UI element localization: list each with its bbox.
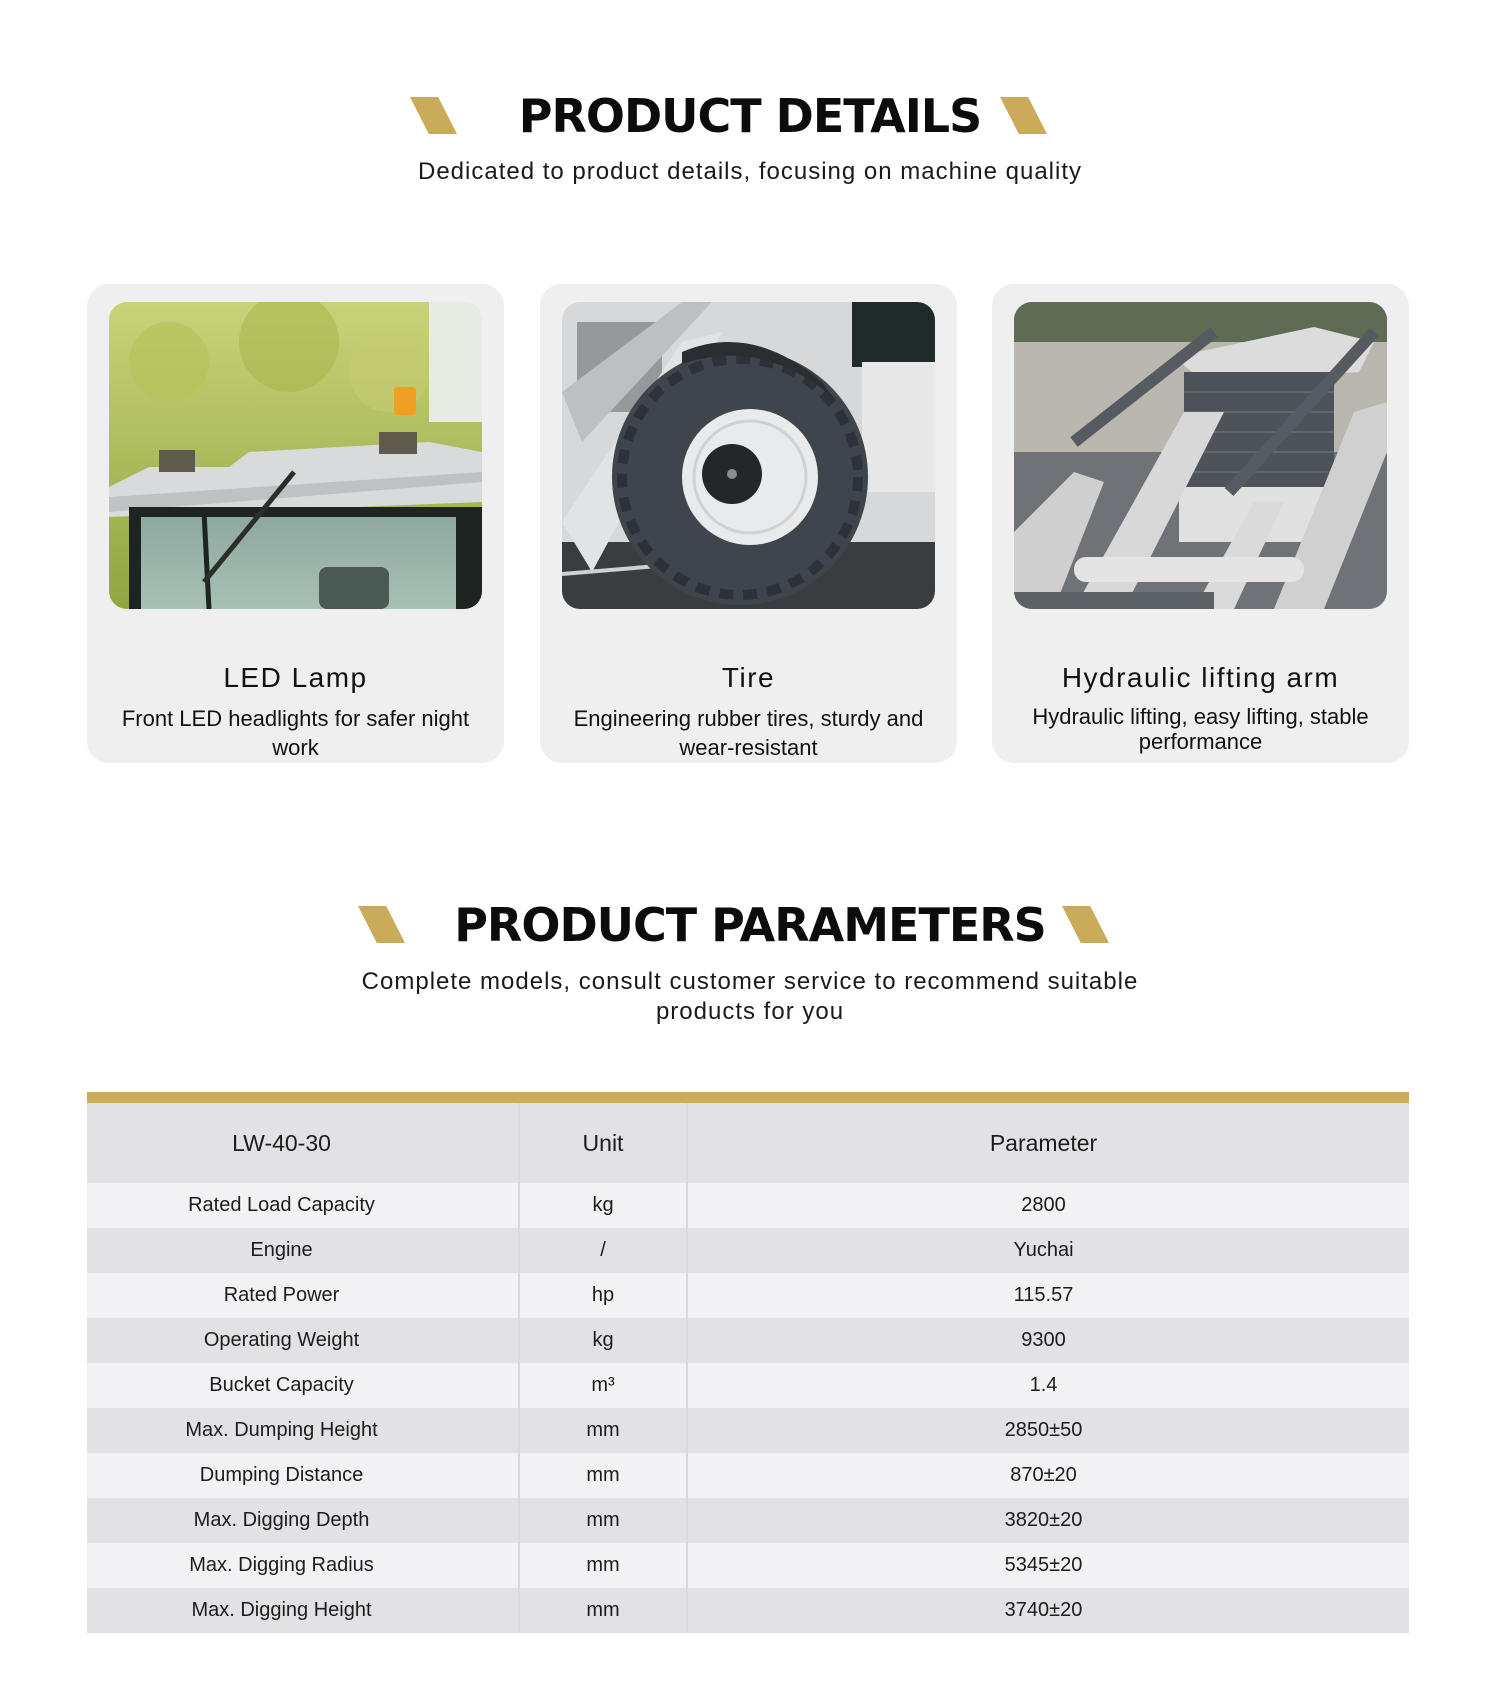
header-model: LW-40-30	[87, 1103, 520, 1183]
detail-card-hydraulic-arm	[992, 284, 1409, 763]
row-label: Dumping Distance	[87, 1453, 520, 1498]
parameters-subtitle-line1: Complete models, consult customer service to recommend suitable	[361, 968, 1139, 995]
table-row	[87, 1183, 1409, 1228]
row-unit: mm	[520, 1498, 688, 1543]
row-label: Max. Dumping Height	[87, 1408, 520, 1453]
row-unit: kg	[520, 1183, 688, 1228]
row-unit: mm	[520, 1453, 688, 1498]
row-label: Engine	[87, 1228, 520, 1273]
card-description: Hydraulic lifting, easy lifting, stable performance	[1032, 704, 1369, 754]
row-value: 1.4	[1029, 1374, 1058, 1396]
card-description: Engineering rubber tires, sturdy and wear-resistant	[573, 706, 924, 760]
row-value: 3740±20	[1004, 1599, 1083, 1621]
details-title: PRODUCT DETAILS	[518, 89, 982, 143]
row-unit: mm	[520, 1588, 688, 1633]
table-row	[87, 1543, 1409, 1588]
table-header-row	[87, 1103, 1409, 1183]
row-unit: mm	[520, 1408, 688, 1453]
row-label: Operating Weight	[87, 1318, 520, 1363]
details-subtitle: Dedicated to product details, focusing on machine quality	[417, 158, 1083, 185]
parameters-title: PRODUCT PARAMETERS	[454, 898, 1046, 952]
parameters-table	[87, 1092, 1409, 1633]
card-description: Front LED headlights for safer night work	[121, 706, 470, 760]
row-value: 3820±20	[1004, 1509, 1083, 1531]
card-title: LED Lamp	[223, 662, 368, 693]
row-value: 2850±50	[1004, 1419, 1083, 1441]
header-parameter: Parameter	[989, 1129, 1098, 1156]
table-row	[87, 1273, 1409, 1318]
row-value: 2800	[1021, 1194, 1066, 1216]
table-row	[87, 1408, 1409, 1453]
table-row	[87, 1588, 1409, 1633]
table-row	[87, 1318, 1409, 1363]
parameters-subtitle-line2: products for you	[655, 998, 845, 1025]
row-value: 115.57	[1013, 1284, 1074, 1306]
led-lamp-image	[109, 302, 482, 609]
row-unit: mm	[520, 1543, 688, 1588]
tire-image	[562, 302, 935, 609]
row-value: 9300	[1021, 1329, 1066, 1351]
row-unit: kg	[520, 1318, 688, 1363]
card-title: Hydraulic lifting arm	[1061, 662, 1340, 693]
row-label: Bucket Capacity	[87, 1363, 520, 1408]
row-unit: m³	[520, 1363, 688, 1408]
table-row	[87, 1228, 1409, 1273]
table-body	[87, 1183, 1409, 1633]
row-label: Rated Load Capacity	[87, 1183, 520, 1228]
row-unit: /	[520, 1228, 688, 1273]
hydraulic-arm-image	[1014, 302, 1387, 609]
table-row	[87, 1453, 1409, 1498]
row-label: Max. Digging Depth	[87, 1498, 520, 1543]
row-value: 870±20	[1010, 1464, 1077, 1486]
detail-card-led-lamp	[87, 284, 504, 763]
card-title: Tire	[721, 662, 776, 693]
details-title-row	[0, 89, 1500, 143]
row-unit: hp	[520, 1273, 688, 1318]
row-label: Rated Power	[87, 1273, 520, 1318]
table-row	[87, 1363, 1409, 1408]
detail-card-tire	[540, 284, 957, 763]
row-value: Yuchai	[1013, 1239, 1074, 1261]
table-row	[87, 1498, 1409, 1543]
header-unit: Unit	[520, 1103, 688, 1183]
parameters-title-row	[0, 898, 1500, 952]
row-label: Max. Digging Radius	[87, 1543, 520, 1588]
row-label: Max. Digging Height	[87, 1588, 520, 1633]
row-value: 5345±20	[1004, 1554, 1083, 1576]
table-accent-bar	[87, 1092, 1409, 1103]
